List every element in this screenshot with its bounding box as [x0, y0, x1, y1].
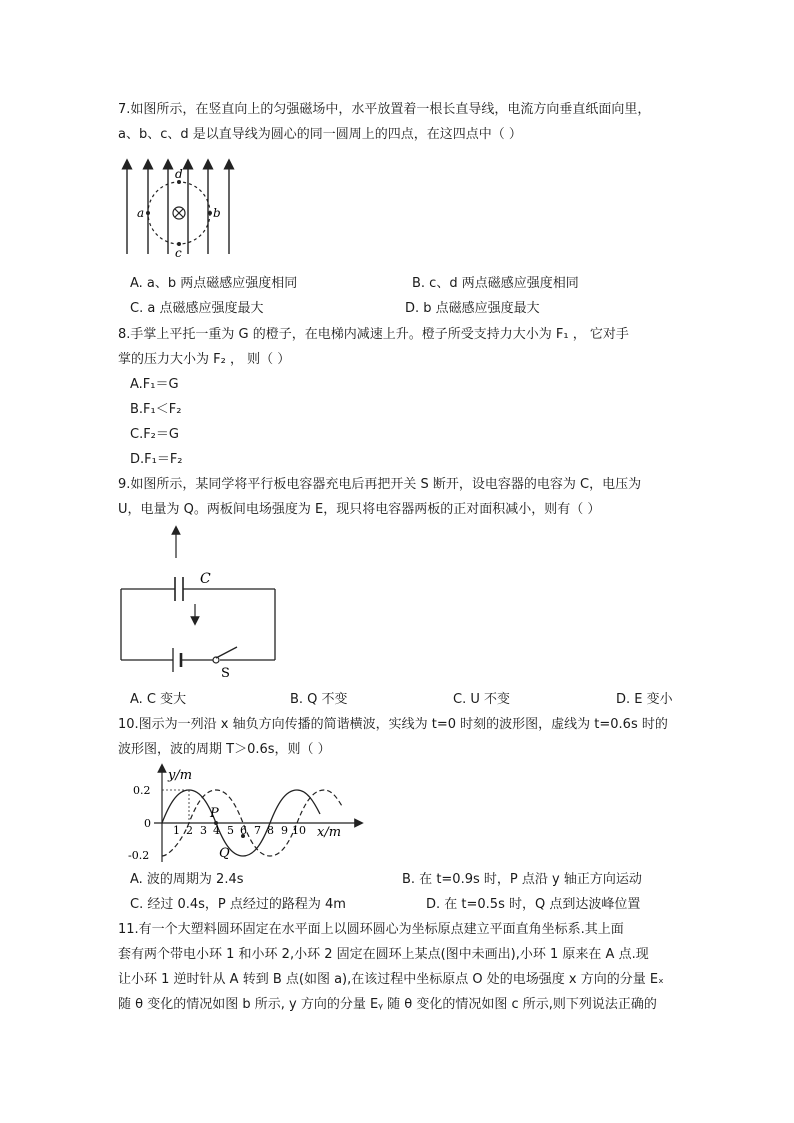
x-tick-3: 3 — [200, 824, 207, 837]
q8-stem-line2: 掌的压力大小为 F₂ ， 则（ ） — [118, 352, 291, 367]
label-b: b — [213, 206, 221, 220]
y-tick-neg-0-2: -0.2 — [128, 849, 150, 862]
x-tick-10: 10 — [292, 824, 306, 837]
x-tick-2: 2 — [186, 824, 193, 837]
q8-stem-line1: 8.手掌上平托一重为 G 的橙子，在电梯内减速上升。橙子所受支持力大小为 F₁ ， 它对手 — [118, 327, 629, 342]
x-tick-9: 9 — [281, 824, 288, 837]
q8-option-c[interactable]: C.F₂＝G — [130, 427, 179, 442]
q7-option-b[interactable]: B. c、d 两点磁感应强度相同 — [412, 276, 579, 291]
q7-option-a[interactable]: A. a、b 两点磁感应强度相同 — [130, 276, 298, 291]
q9-option-a[interactable]: A. C 变大 — [130, 692, 187, 707]
y-axis-label: y/m — [168, 768, 193, 783]
x-tick-6: 6 — [240, 824, 247, 837]
q11-line4: 随 θ 变化的情况如图 b 所示, y 方向的分量 Eᵧ 随 θ 变化的情况如图 c 所示,则下列说法正确的 — [118, 997, 657, 1012]
q7-option-d[interactable]: D. b 点磁感应强度最大 — [405, 301, 540, 316]
q7-option-c[interactable]: C. a 点磁感应强度最大 — [130, 301, 264, 316]
open-switch-icon — [216, 647, 237, 658]
q9-stem-line2: U，电量为 Q。两板间电场强度为 E，现只将电容器两板的正对面积减小，则有（ ） — [118, 502, 601, 517]
q10-option-a[interactable]: A. 波的周期为 2.4s — [130, 872, 244, 887]
q7-magnetic-field-figure — [120, 158, 240, 258]
q8-option-b[interactable]: B.F₁＜F₂ — [130, 402, 182, 417]
label-point-q: Q — [219, 846, 230, 861]
q7-stem-line1: 7.如图所示，在竖直向上的匀强磁场中，水平放置着一根长直导线，电流方向垂直纸面向里， — [118, 102, 651, 117]
label-d: d — [175, 167, 183, 181]
label-point-p: P — [210, 806, 219, 821]
x-tick-5: 5 — [227, 824, 234, 837]
q9-stem-line1: 9.如图所示，某同学将平行板电容器充电后再把开关 S 断开，设电容器的电容为 C，电压为 — [118, 477, 642, 492]
q11-line2: 套有两个带电小环 1 和小环 2,小环 2 固定在圆环上某点(图中未画出),小环 1 原来在 A 点.现 — [118, 947, 649, 962]
y-tick-0-2: 0.2 — [133, 784, 151, 797]
q9-option-b[interactable]: B. Q 不变 — [290, 692, 348, 707]
battery-icon — [173, 648, 181, 672]
q10-stem-line2: 波形图，波的周期 T＞0.6s，则（ ） — [118, 742, 331, 757]
x-tick-4: 4 — [213, 824, 220, 837]
q7-stem-line2: a、b、c、d 是以直导线为圆心的同一圆周上的四点，在这四点中（ ） — [118, 127, 522, 142]
label-c: c — [175, 246, 182, 260]
label-capacitor-c: C — [200, 571, 211, 587]
q10-stem-line1: 10.图示为一列沿 x 轴负方向传播的简谐横波，实线为 t=0 时刻的波形图，虚线为 t=0.6s 时的 — [118, 717, 668, 732]
q11-line3: 让小环 1 逆时针从 A 转到 B 点(如图 a),在该过程中坐标原点 O 处的电场强度 x 方向的分量 Eₓ — [118, 972, 664, 987]
q10-wave-graph-figure — [124, 764, 364, 866]
q8-option-a[interactable]: A.F₁＝G — [130, 377, 179, 392]
label-a: a — [137, 206, 145, 220]
x-tick-8: 8 — [267, 824, 274, 837]
q11-line1: 11.有一个大塑料圆环固定在水平面上以圆环圆心为坐标原点建立平面直角坐标系.其上面 — [118, 922, 624, 937]
y-tick-0: 0 — [144, 817, 151, 830]
q9-option-c[interactable]: C. U 不变 — [453, 692, 510, 707]
q8-option-d[interactable]: D.F₁＝F₂ — [130, 452, 183, 467]
q9-option-d[interactable]: D. E 变小 — [616, 692, 673, 707]
circuit-wires — [121, 589, 275, 660]
x-tick-labels — [173, 824, 306, 837]
label-switch-s: S — [221, 666, 230, 681]
q10-option-b[interactable]: B. 在 t=0.9s 时，P 点沿 y 轴正方向运动 — [402, 872, 642, 887]
q10-option-d[interactable]: D. 在 t=0.5s 时，Q 点到达波峰位置 — [426, 897, 641, 912]
x-axis-label: x/m — [317, 825, 342, 840]
x-tick-1: 1 — [173, 824, 180, 837]
q10-option-c[interactable]: C. 经过 0.4s，P 点经过的路程为 4m — [130, 897, 346, 912]
q9-capacitor-circuit-figure — [118, 525, 280, 681]
x-tick-7: 7 — [254, 824, 261, 837]
capacitor-plates — [175, 577, 183, 601]
